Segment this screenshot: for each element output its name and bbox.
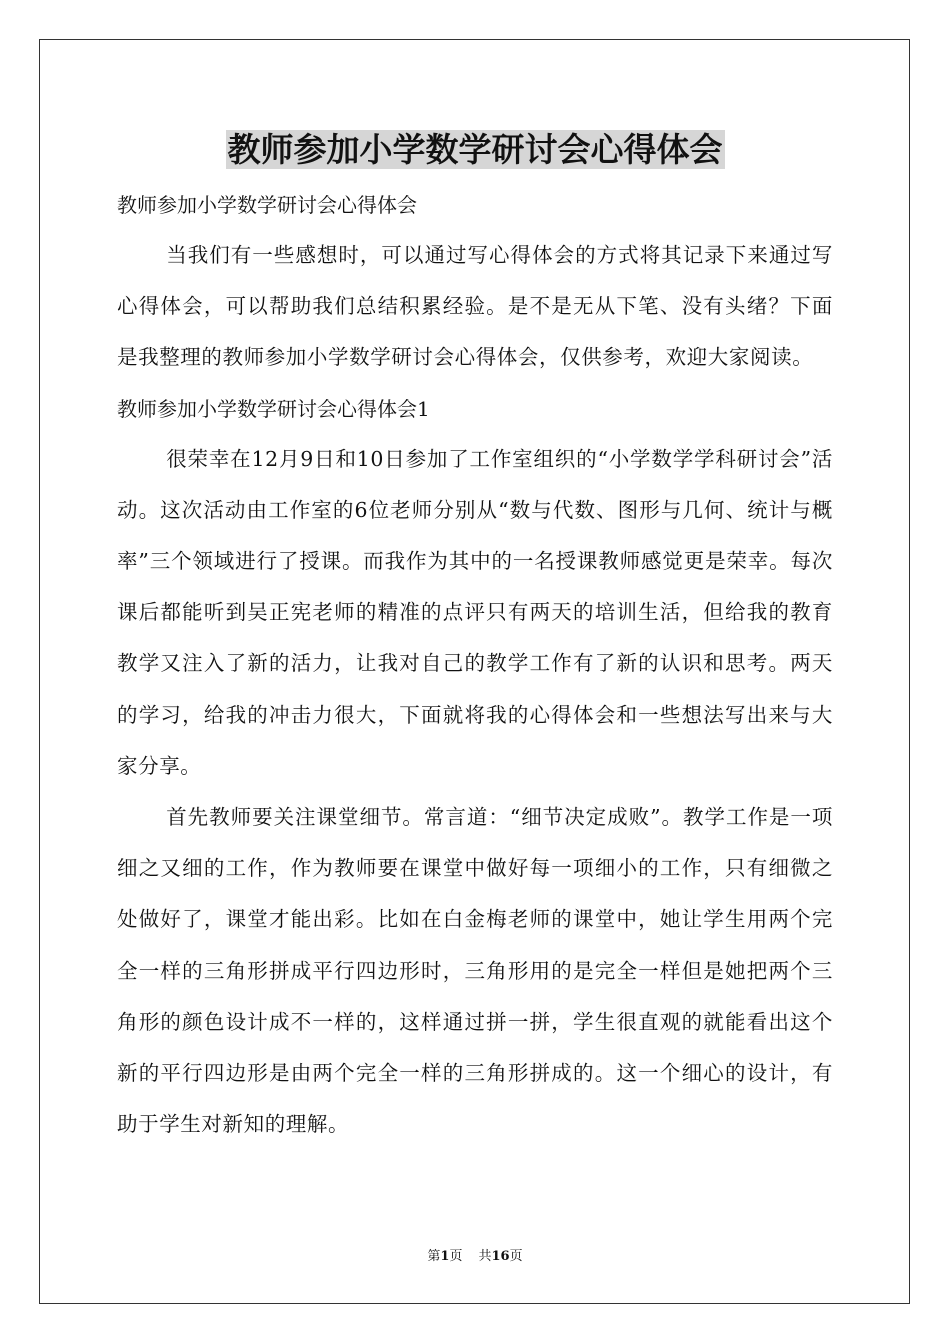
page-prefix: 第: [427, 1249, 441, 1264]
page-footer: [0, 1248, 950, 1266]
document-title-text: 教师参加小学数学研讨会心得体会: [227, 130, 723, 169]
section-heading-1: 教师参加小学数学研讨会心得体会1: [117, 396, 430, 421]
document-subtitle: 教师参加小学数学研讨会心得体会: [117, 193, 417, 217]
page-number: 1: [440, 1249, 450, 1264]
total-suffix: 页: [509, 1249, 523, 1264]
total-prefix: 共: [478, 1249, 492, 1264]
document-body: [117, 122, 833, 1150]
document-title: [117, 122, 833, 178]
body-paragraph-1: 很荣幸在12月9日和10日参加了工作室组织的“小学数学学科研讨会”活动。这次活动由工作室的6位老师分别从“数与代数、图形与几何、统计与概率”三个领域进行了授课。而我作为其中的一名授课教师感觉更是荣幸。每次课后都能听到吴正宪老师的精准的点评只有两天的培训生活，但给我的教育教学又注入了新的活力，让我对自己的教学工作有了新的认识和思考。两天的学习，给我的冲击力很大，下面就将我的心得体会和一些想法写出来与大家分享。: [117, 446, 833, 778]
page-suffix: 页: [449, 1249, 463, 1264]
body-paragraph-2: 首先教师要关注课堂细节。常言道：“细节决定成败”。教学工作是一项细之又细的工作，作为教师要在课堂中做好每一项细小的工作，只有细微之处做好了，课堂才能出彩。比如在白金梅老师的课堂中，她让学生用两个完全一样的三角形拼成平行四边形时，三角形用的是完全一样但是她把两个三角形的颜色设计成不一样的，这样通过拼一拼，学生很直观的就能看出这个新的平行四边形是由两个完全一样的三角形拼成的。这一个细心的设计，有助于学生对新知的理解。: [117, 805, 833, 1137]
total-pages: 16: [491, 1249, 510, 1264]
intro-paragraph: 当我们有一些感想时，可以通过写心得体会的方式将其记录下来通过写心得体会，可以帮助我们总结积累经验。是不是无从下笔、没有头绪？下面是我整理的教师参加小学数学研讨会心得体会，仅供参考，欢迎大家阅读。: [117, 243, 833, 370]
